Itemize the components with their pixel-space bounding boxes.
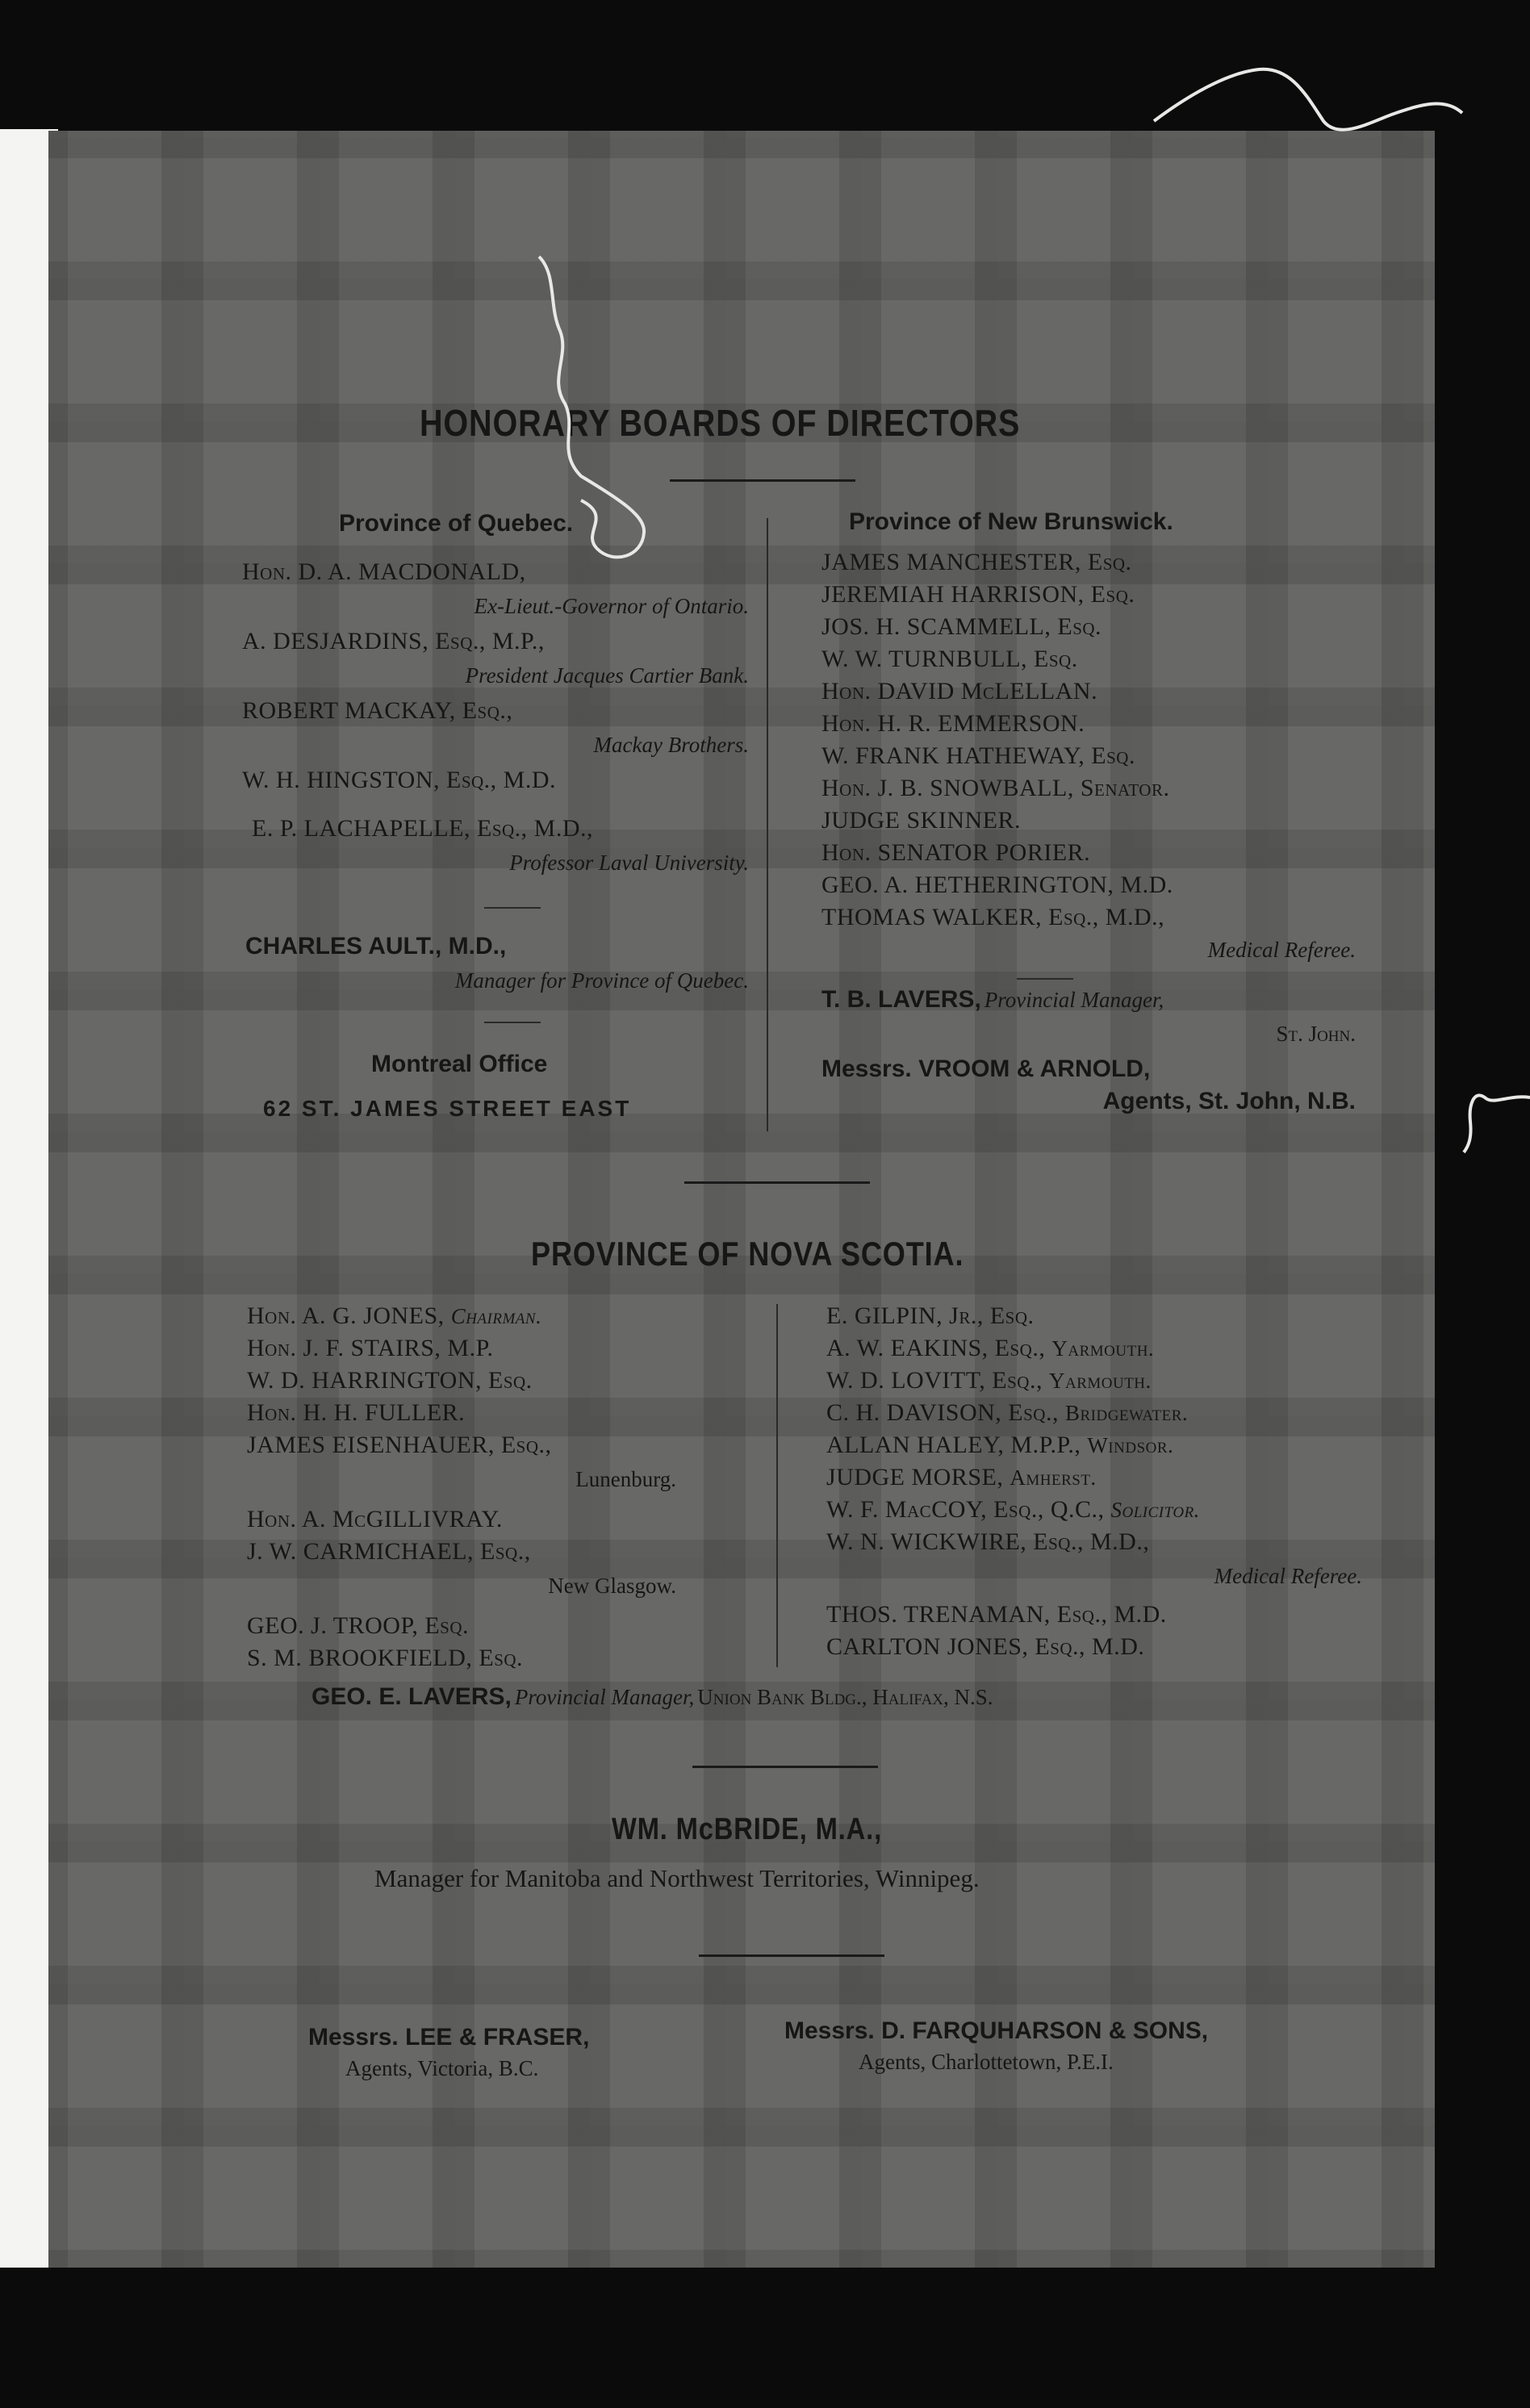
montreal-office-label: Montreal Office xyxy=(371,1051,548,1077)
nb-entry: GEO. A. HETHERINGTON, M.D. xyxy=(821,872,1173,898)
nb-agents-name: Messrs. VROOM & ARNOLD, xyxy=(821,1056,1151,1082)
ns-manager-name: GEO. E. LAVERS, xyxy=(311,1683,512,1710)
quebec-entry-name: Hon. D. A. MACDONALD, xyxy=(242,558,526,585)
thread-top-right xyxy=(1154,69,1462,130)
nb-divider xyxy=(1017,978,1073,980)
quebec-manager-role: Manager for Province of Quebec. xyxy=(454,968,749,993)
ns-left-entry: W. D. HARRINGTON, Esq. xyxy=(247,1367,533,1394)
document-page xyxy=(48,131,1435,2268)
ns-manager-address: Union Bank Bldg., Halifax, N.S. xyxy=(697,1685,993,1709)
ns-left-entry: S. M. BROOKFIELD, Esq. xyxy=(247,1645,524,1671)
manitoba-manager-line: Manager for Manitoba and Northwest Territories, Winnipeg. xyxy=(374,1864,980,1892)
title-rule xyxy=(670,479,855,482)
nb-entry: JOS. H. SCAMMELL, Esq. xyxy=(821,613,1102,640)
ns-manager-role: Provincial Manager, xyxy=(514,1685,695,1709)
thread-right-edge xyxy=(1464,1095,1530,1152)
quebec-entry-role: President Jacques Cartier Bank. xyxy=(465,663,749,688)
nb-entry: W. FRANK HATHEWAY, Esq. xyxy=(821,742,1135,769)
nb-entry: W. W. TURNBULL, Esq. xyxy=(821,646,1078,672)
agents-right-name: Messrs. D. FARQUHARSON & SONS, xyxy=(784,2017,1209,2044)
quebec-entry-role: Ex-Lieut.-Governor of Ontario. xyxy=(474,594,749,618)
quebec-divider xyxy=(484,907,541,909)
ns-left-entry: New Glasgow. xyxy=(548,1574,676,1598)
nb-entry: JUDGE SKINNER. xyxy=(821,807,1021,834)
ns-left-entry: Hon. H. H. FULLER. xyxy=(247,1399,466,1426)
ns-right-entry: W. N. WICKWIRE, Esq., M.D., xyxy=(826,1528,1150,1555)
quebec-heading: Province of Quebec. xyxy=(339,510,574,537)
nb-entry: Hon. DAVID McLELLAN. xyxy=(821,678,1098,704)
nb-entry: JEREMIAH HARRISON, Esq. xyxy=(821,581,1135,608)
ns-left-entry: Hon. J. F. STAIRS, M.P. xyxy=(247,1335,494,1361)
quebec-entry-name: A. DESJARDINS, Esq., M.P., xyxy=(242,628,545,654)
nb-agents-place: Agents, St. John, N.B. xyxy=(1102,1088,1356,1114)
nb-entry: THOMAS WALKER, Esq., M.D., xyxy=(821,904,1165,930)
section-rule xyxy=(699,1954,884,1957)
ns-left-entry: GEO. J. TROOP, Esq. xyxy=(247,1612,469,1639)
ns-right-entry: JUDGE MORSE, Amherst. xyxy=(826,1464,1097,1490)
agents-left-place: Agents, Victoria, B.C. xyxy=(345,2056,539,2080)
ns-manager-line xyxy=(311,1683,993,1711)
nb-entry: Hon. SENATOR PORIER. xyxy=(821,839,1091,866)
agents-right-place: Agents, Charlottetown, P.E.I. xyxy=(859,2050,1114,2074)
section-rule xyxy=(684,1181,870,1184)
ns-right-entry: CARLTON JONES, Esq., M.D. xyxy=(826,1633,1145,1660)
nb-manager-role: Provincial Manager, xyxy=(984,988,1164,1012)
ns-right-entry: Medical Referee. xyxy=(1214,1564,1362,1588)
ns-left-entry: Hon. A. McGILLIVRAY. xyxy=(247,1506,503,1532)
column-divider xyxy=(767,518,768,1131)
manitoba-manager-name: WM. McBRIDE, M.A., xyxy=(612,1812,883,1846)
ns-column-divider xyxy=(776,1304,778,1667)
nb-walker-role: Medical Referee. xyxy=(1207,938,1356,962)
montreal-office-address: 62 ST. JAMES STREET EAST xyxy=(263,1096,632,1121)
ns-right-entry: ALLAN HALEY, M.P.P., Windsor. xyxy=(826,1432,1174,1458)
ns-right-entry: A. W. EAKINS, Esq., Yarmouth. xyxy=(826,1335,1155,1361)
nova-scotia-heading: PROVINCE OF NOVA SCOTIA. xyxy=(531,1235,964,1273)
ns-right-entry: C. H. DAVISON, Esq., Bridgewater. xyxy=(826,1399,1189,1426)
ns-right-entry: E. GILPIN, Jr., Esq. xyxy=(826,1302,1035,1329)
ns-left-entry: J. W. CARMICHAEL, Esq., xyxy=(247,1538,531,1565)
nb-entry: JAMES MANCHESTER, Esq. xyxy=(821,549,1132,575)
agents-left-name: Messrs. LEE & FRASER, xyxy=(308,2024,590,2051)
ns-right-entry: W. D. LOVITT, Esq., Yarmouth. xyxy=(826,1367,1152,1394)
quebec-entry-role: Mackay Brothers. xyxy=(593,733,749,757)
page-title: HONORARY BOARDS OF DIRECTORS xyxy=(420,402,1021,444)
quebec-manager-name: CHARLES AULT., M.D., xyxy=(245,933,507,959)
section-rule xyxy=(692,1766,878,1768)
new-brunswick-heading: Province of New Brunswick. xyxy=(849,508,1173,535)
nb-entry: Hon. H. R. EMMERSON. xyxy=(821,710,1085,737)
nb-manager-city: St. John. xyxy=(1276,1022,1356,1046)
ns-right-entry: THOS. TRENAMAN, Esq., M.D. xyxy=(826,1601,1167,1628)
ns-left-entry: Lunenburg. xyxy=(575,1467,676,1491)
ns-left-entry: Hon. A. G. JONES, Chairman. xyxy=(247,1302,542,1329)
quebec-entry-name: ROBERT MACKAY, Esq., xyxy=(242,697,513,724)
quebec-entry-role: Professor Laval University. xyxy=(509,851,749,875)
quebec-entry-name: E. P. LACHAPELLE, Esq., M.D., xyxy=(252,815,594,842)
ns-left-entry: JAMES EISENHAUER, Esq., xyxy=(247,1432,552,1458)
nb-entry: Hon. J. B. SNOWBALL, Senator. xyxy=(821,775,1170,801)
nb-manager-name: T. B. LAVERS, xyxy=(821,986,981,1013)
ns-right-entry: W. F. MacCOY, Esq., Q.C., Solicitor. xyxy=(826,1496,1200,1523)
nb-manager-line xyxy=(821,986,1164,1014)
quebec-divider xyxy=(484,1022,541,1023)
quebec-entry-name: W. H. HINGSTON, Esq., M.D. xyxy=(242,767,557,793)
